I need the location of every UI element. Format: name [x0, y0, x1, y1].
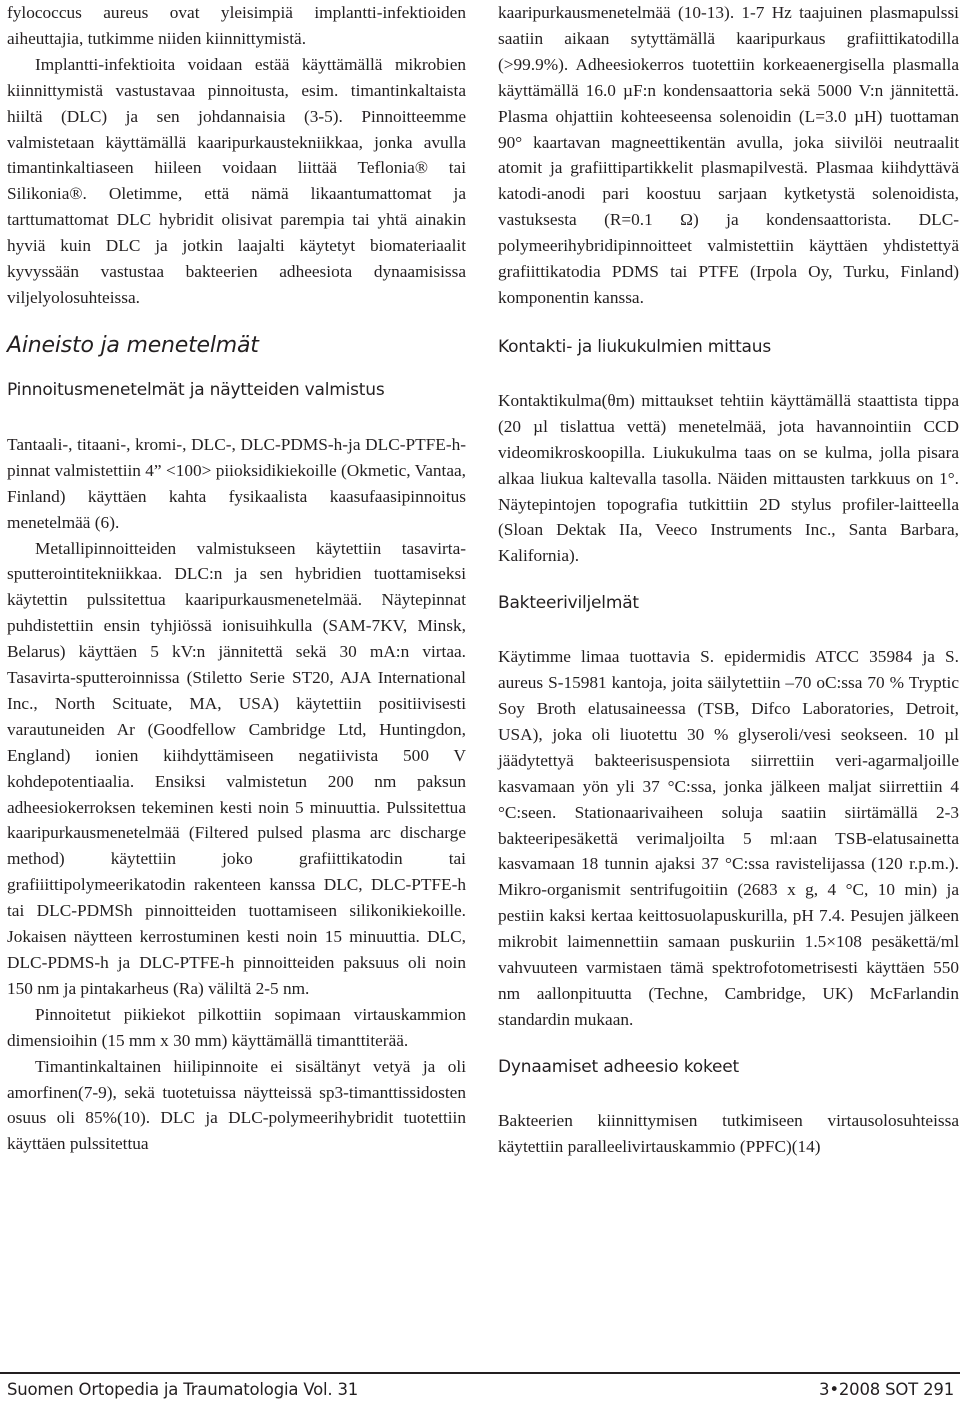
intro-paragraph: Implantti-infektioita voidaan estää käyttämällä mikrobien kiinnittymistä vastustavaa pinnoitusta, esim. timantinkaltaista hiiltä (DLC) ja sen johdannaisia (3-5). Pinnoitteemme valmistetaan käyttämällä kaaripurkaustekniikkaa, jonka avulla timantinkaltiaseen hiileen voidaan liittää Teflonia® tai Silikonia®. Oletimme, että nämä likaantumattomat ja tarttumattomat DLC hybridit olisivat parempia tai yhtä ainakin hyviä kuin DLC ja jotkin laajalti käytetyt biomateriaalit kyvyssään vastustaa bakteerien adheesiota dynaamisissa viljelyolosuhteissa. [7, 54, 466, 307]
left-column [7, 0, 466, 1157]
dynamic-adhesion-paragraph: Bakteerien kiinnittymisen tutkimiseen virtausolosuhteissa käytettiin paralleelivirtauskammio (PPFC)(14) [498, 1110, 959, 1156]
methods-paragraph-3: Pinnoitetut piikiekot pilkottiin sopimaan virtauskammion dimensioihin (15 mm x 30 mm) käyttämällä timanttiterää. [7, 1004, 466, 1050]
bacterial-cultures-paragraph: Käytimme limaa tuottavia S. epidermidis ATCC 35984 ja S. aureus S-15981 kantoja, joita säilytettiin –70 oC:ssa 70 % Tryptic Soy Broth elatusaineessa (TSB, Difco Laboratories, Detroit, USA), joka oli liuotettu 30 % glyseroli/vesi seokseen. 10 µl jäädytettyä bakteerisuspensiota siirrettiin veri-agarmaljoille kasvamaan yön yli 37 °C:ssa, jonka jälkeen maljat siirrettiin 4 °C:seen. Stationaarivaiheen soluja saatiin siirtämällä 2-3 bakteeripesäkettä verimaljoilta 5 ml:aan TSB-elatusainetta kasvamaan 18 tunnin ajaksi 37 °C:ssa ravistelijassa (120 r.p.m.). Mikro-organismit sentrifugoitiin (2683 x g, 4 °C, 10 min) ja pestiin kaksi kertaa keittosuolapuskurilla, pH 7.4. Pesujen jälkeen mikrobit laimennettiin samaan puskuriin 1.5×108 pesäkettä/ml vahvuuteen varmistaen tämä spektrofotometrisesti käyttäen 550 nm aallonpituutta (Techne, Cambridge, UK) McFarlandin standardin mukaan. [498, 647, 959, 1029]
footer-journal-title: Suomen Ortopedia ja Traumatologia Vol. 31 [7, 1380, 359, 1399]
continuation-paragraph: kaaripurkausmenetelmää (10-13). 1-7 Hz taajuinen plasmapulssi saatiin aikaan sytyttämällä kaaripurkaus grafiittikatodilla (>99.9%). Adheesiokerros tuotettiin korkeaenergisella plasmalla käyttämällä 16.0 µF:n kondensaattoria sekä 5000 V:n jännitettä. Plasma ohjattiin kohteeseensa solenoidin (L=3.0 µH) tuottaman 90° kaartavan magneettikentän avulla, joka siivilöi neutraalit atomit ja grafiittipartikkelit plasmapilvestä. Plasmaa kiihdyttävä katodi-anodi pari koostuu sarjaan kytketystä solenoidista, vastuksesta (R=0.1 Ω) ja kondensaattorista. DLC-polymeerihybridipinnoitteet valmistettiin käyttäen yhdistettyä grafiittikatodia PDMS tai PTFE (Irpola Oy, Turku, Finland) komponentin kanssa. [498, 3, 959, 307]
section-heading-methods: Aineisto ja menetelmät [7, 332, 259, 358]
intro-paragraph-tail: fylococcus aureus ovat yleisimpiä implantti-infektioiden aiheuttajia, tutkimme niiden kiinnittymistä. [7, 3, 466, 48]
page-footer [0, 1380, 960, 1406]
methods-paragraph-2: Metallipinnoitteiden valmistukseen käytettiin tasavirta-sputterointitekniikkaa. DLC:n ja sen hybridien tuottamiseksi käytettin pulssitettua kaaripurkausmenetelmää. Näytepinnat puhdistettiin ensin tyhjiössä ionisuihkulla (SAM-7KV, Minsk, Belarus) käyttäen 5 kV:n jännitettä sekä 30 mA:n virtaa. Tasavirta-sputteroinnissa (Stiletto Serie ST20, AJA International Inc., North Scituate, MA, USA) käytettiin positiivisesti varautuneiden Ar (Goodfellow Cambridge Ltd, Huntingdon, England) ionien kiihdyttämiseen negatiivista 500 V kohdepotentiaalia. Ensiksi valmistetun 200 nm paksun adheesiokerroksen tekeminen kesti noin 5 minuuttia. Pulssitettua kaaripurkausmenetelmää (Filtered pulsed plasma arc discharge method) käytettiin joko grafiittikatodin tai grafiiittipolymeerikatodin rakenteen kanssa DLC, DLC-PTFE-h tai DLC-PDMSh pinnoitteiden tuottamiseen silikonikiekoille. Jokaisen näytteen kerrostuminen kesti noin 15 minuuttia. DLC, DLC-PDMS-h ja DLC-PTFE-h pinnoitteiden paksuus oli noin 150 nm ja pintakarheus (Ra) väliltä 2-5 nm. [7, 538, 466, 998]
right-column [498, 0, 959, 1160]
footer-issue-page: 3•2008 SOT 291 [819, 1380, 954, 1399]
methods-paragraph-4: Timantinkaltainen hiilipinnoite ei sisältänyt vetyä ja oli amorfinen(7-9), sekä tuotetuissa näytteissä sp3-timanttissidosten osuus oli 85%(10). DLC ja DLC-polymeerihybridit tuotettiin käyttäen pulssitettua [7, 1056, 466, 1154]
subheading-dynamic-adhesion: Dynaamiset adheesio kokeet [498, 1056, 739, 1077]
subheading-coating-methods: Pinnoitusmenetelmät ja näytteiden valmistus [7, 379, 385, 400]
subheading-contact-angle: Kontakti- ja liukukulmien mittaus [498, 336, 771, 357]
footer-divider [0, 1372, 960, 1374]
subheading-bacterial-cultures: Bakteeriviljelmät [498, 593, 639, 614]
methods-paragraph-1: Tantaali-, titaani-, kromi-, DLC-, DLC-PDMS-h-ja DLC-PTFE-h-pinnat valmistettiin 4” <100> piioksidikiekoille (Okmetic, Vantaa, Finland) käyttäen kahta fysikaalista kaasufaasipinnoitus menetelmää (6). [7, 434, 466, 532]
contact-angle-paragraph: Kontaktikulma(θm) mittaukset tehtiin käyttämällä staattista tippa (20 µl tislattua vettä) menetelmää, jota havannointiin CCD videomikroskoopilla. Liukukulma taas on se kulma, jolla pisara alkaa liukua kaltevalla tasolla. Näiden mittausten tarkkuus on 1°. Näytepintojen topografia tutkittiin 2D stylus profiler-laitteella (Sloan Dektak IIa, Veeco Instruments Inc., Santa Barbara, Kalifornia). [498, 390, 959, 566]
